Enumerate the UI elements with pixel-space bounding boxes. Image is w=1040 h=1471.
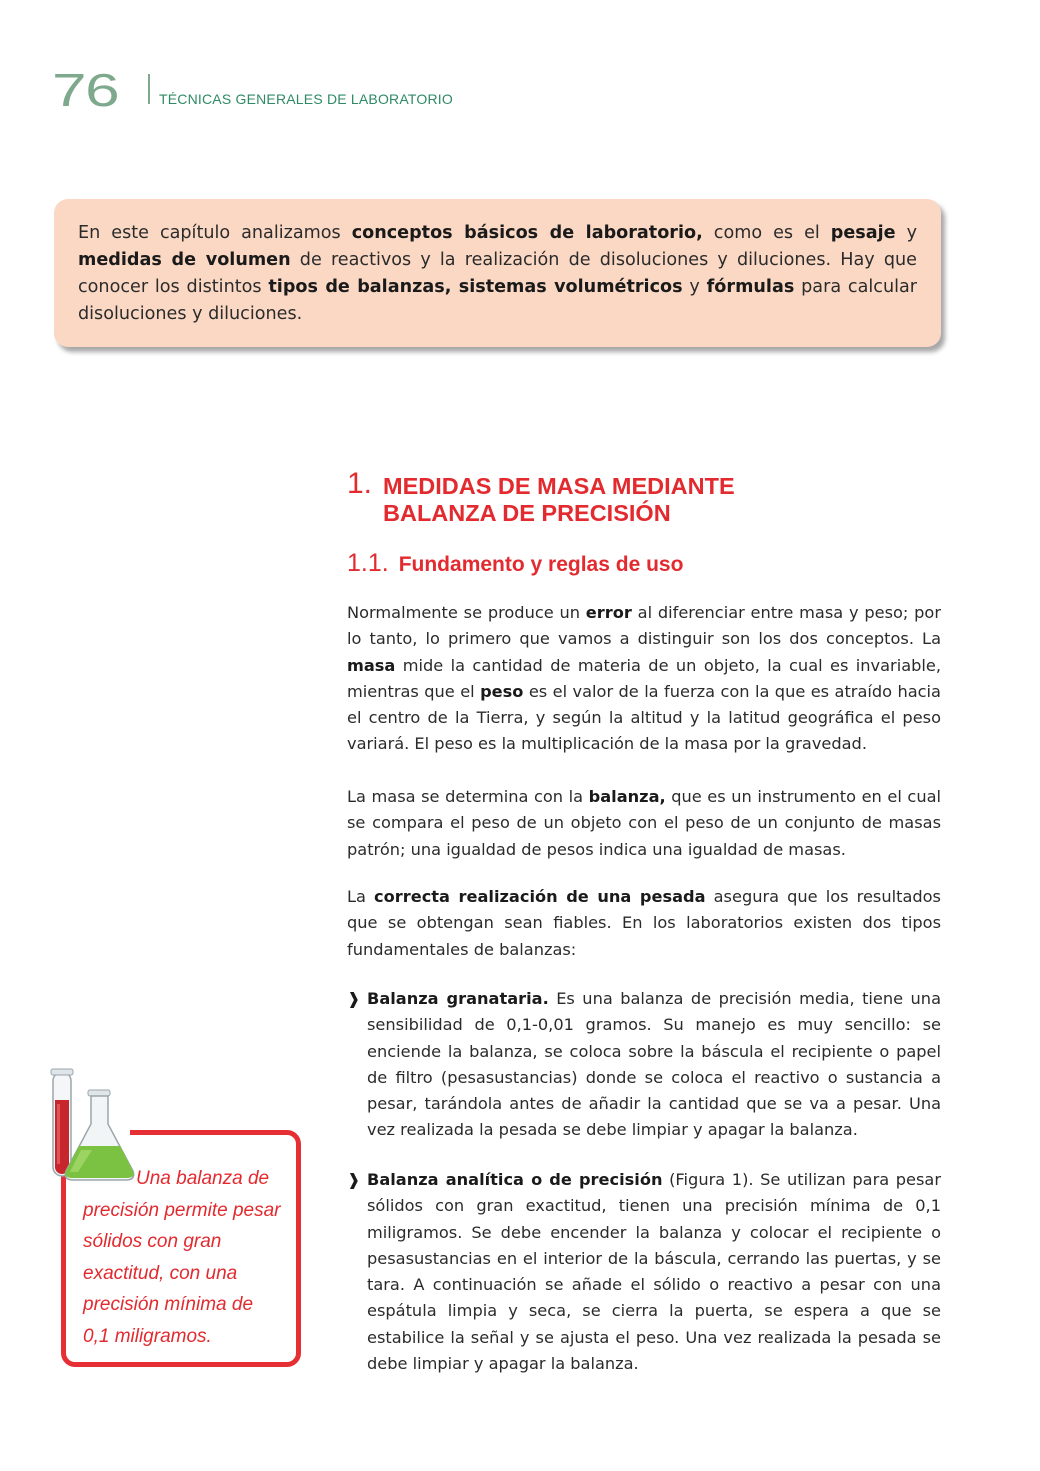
- text-run: Es una balanza de precisión media, tiene una sensibilidad de 0,1-0,01 gramos. Su manejo es muy sencillo: se enciende la balanza, se coloca sobre la báscula el recipiente o papel de filtro (pesasustancias) donde se coloca el reactivo o sustancia a pesar, tarándola antes de añadir la cantidad que se va a pesar. Una vez realizada la pesada se debe limpiar y apagar la balanza.: [367, 989, 941, 1140]
- bold-term: Balanza granataria.: [367, 989, 549, 1008]
- bullet-text: [367, 1167, 941, 1377]
- text-run: Normalmente se produce un: [347, 603, 586, 622]
- text-run: es el valor de la fuerza con la que es atraído hacia el centro de la Tierra, y según la altitud y la latitud geográfica el peso variará. El peso es la multiplicación de la masa por la gravedad.: [347, 681, 941, 754]
- bold-term: error: [585, 603, 632, 622]
- intro-box: [54, 199, 941, 347]
- side-note-text: Una balanza de precisión permite pesar sólidos con gran exactitud, con una precisión mínima de 0,1 miligramos.: [83, 1168, 281, 1347]
- text-run: que es un instrumento en el cual se compara el peso de un objeto con el peso de un conjunto de masas patrón; una igualdad de pesos indica una igualdad de masas.: [347, 787, 941, 859]
- text-run: asegura que los resultados que se obtengan sean fiables. En los laboratorios existen dos tipos fundamentales de balanzas:: [347, 887, 941, 959]
- text-run: para calcular disoluciones y diluciones.: [78, 277, 917, 324]
- bold-term: balanza,: [588, 787, 666, 806]
- text-run: y: [895, 223, 918, 243]
- section-title-line1: MEDIDAS DE MASA MEDIANTE: [383, 473, 735, 499]
- running-title: TÉCNICAS GENERALES DE LABORATORIO: [159, 91, 453, 107]
- bold-term: masa: [347, 655, 396, 675]
- bullet-marker: ❱: [347, 1170, 361, 1189]
- text-run: al diferenciar entre masa y peso; por lo tanto, lo primero que vamos a distinguir son los dos conceptos. La: [347, 603, 941, 649]
- text-run: La masa se determina con la: [347, 787, 589, 806]
- bullet-marker: ❱: [347, 989, 361, 1008]
- section-number: 1.: [347, 467, 373, 500]
- bold-term: medidas de volumen: [78, 250, 291, 270]
- paragraph-mass-weight: [347, 600, 941, 758]
- subsection-title: Fundamento y reglas de uso: [398, 553, 684, 576]
- intro-text: [78, 220, 917, 328]
- bold-term: Balanza analítica o de precisión: [367, 1170, 663, 1189]
- bold-term: correcta realización de una pesada: [374, 887, 706, 906]
- subsection-number: 1.1.: [347, 549, 389, 577]
- text-run: como es el: [702, 223, 831, 243]
- text-run: En este capítulo analizamos: [78, 223, 352, 243]
- bold-term: fórmulas: [706, 277, 795, 297]
- subsection-heading: [347, 549, 683, 579]
- text-run: de reactivos y la realización de disoluciones y diluciones. Hay que conocer los distintos: [78, 250, 917, 297]
- bold-term: peso: [480, 681, 524, 701]
- paragraph-balance: [347, 784, 941, 863]
- page-number: 76: [52, 64, 119, 116]
- text-run: mide la cantidad de materia de un objeto, la cual es invariable, mientras que el: [347, 655, 941, 701]
- header-divider: [148, 74, 150, 104]
- bold-term: pesaje: [830, 223, 896, 243]
- bold-term: conceptos básicos de laboratorio,: [351, 223, 703, 243]
- text-run: La: [347, 887, 375, 906]
- text-run: (Figura 1). Se utilizan para pesar sólidos con gran exactitud, tienen una precisión mínima de 0,1 miligramos. Se debe encender la balanza y colocar el recipiente o pesasustancias en el interior de la báscula, cerrando las puertas, y se tara. A continuación se añade el sólido o reactivo a pesar con una espátula limpia y seca, se cierra la puerta, se espera a que se estabilice la señal y se ajusta el peso. Una vez realizada la pesada se debe limpiar y apagar la balanza.: [367, 1170, 941, 1374]
- bold-term: tipos de balanzas, sistemas volumétricos: [268, 277, 683, 297]
- section-title-line2: BALANZA DE PRECISIÓN: [383, 500, 671, 526]
- bullet-text: [367, 986, 941, 1144]
- paragraph-correct-weighing: [347, 884, 941, 963]
- text-run: y: [682, 277, 707, 297]
